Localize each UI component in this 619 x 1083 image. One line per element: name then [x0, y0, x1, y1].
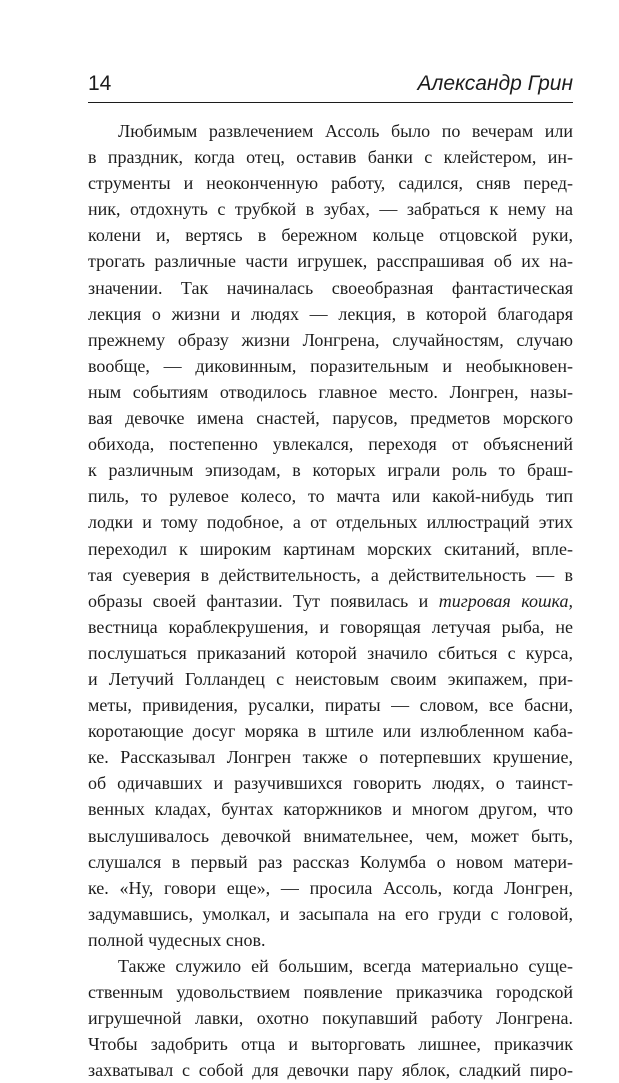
line-text: прежнему образу жизни Лонгрена, случайностям, случаю: [88, 329, 573, 350]
text-line: [88, 405, 573, 431]
line-text: задумавшись, умолкал, и засыпала на его груди с головой,: [88, 903, 573, 924]
line-text: тая суеверия в действительность, а действительность — в: [88, 564, 573, 585]
line-text: Чтобы задобрить отца и выторговать лишнее, приказчик: [88, 1034, 573, 1055]
text-line: [88, 1031, 573, 1057]
text-line: [88, 327, 573, 353]
text-line: [88, 796, 573, 822]
text-line: [88, 144, 573, 170]
line-text: трогать различные части игрушек, расспрашивая об их на-: [88, 251, 573, 272]
line-text: обихода, постепенно увлекался, переходя от объяснений: [88, 434, 573, 455]
line-text: выслушивалось девочкой внимательнее, чем, может быть,: [88, 825, 573, 846]
line-text: захватывал с собой для девочки пару яблок, сладкий пиро-: [88, 1060, 573, 1081]
header-rule: [88, 102, 573, 103]
text-line: [88, 588, 573, 614]
text-line: [88, 875, 573, 901]
line-text: значении. Так начиналась своеобразная фантастическая: [88, 277, 573, 298]
text-line: [88, 1005, 573, 1031]
text-line: [88, 849, 573, 875]
text-line: [88, 275, 573, 301]
text-line: [88, 562, 573, 588]
text-line: [88, 353, 573, 379]
line-text: колени и, вертясь в бережном кольце отцовской руки,: [88, 225, 573, 246]
line-text: венных кладах, бунтах каторжников и многом другом, что: [88, 799, 573, 820]
line-text: ке. Рассказывал Лонгрен также о потерпевших крушение,: [88, 747, 573, 768]
running-title: Александр Грин: [417, 72, 573, 95]
line-text: вая девочке имена снастей, парусов, предметов морского: [88, 408, 573, 429]
text-line: [88, 979, 573, 1005]
text-line: [88, 379, 573, 405]
line-text: вестница кораблекрушения, и говорящая летучая рыба, не: [88, 616, 573, 637]
text-line: [88, 457, 573, 483]
line-text: ник, отдохнуть с трубкой в зубах, — забраться к нему на: [88, 199, 573, 220]
text-line: [88, 301, 573, 327]
text-line: [88, 1057, 573, 1083]
line-text: струменты и неоконченную работу, садился, сняв перед-: [88, 173, 573, 194]
text-line: [88, 248, 573, 274]
italic-phrase: тигровая кошка,: [438, 590, 573, 611]
page-number: 14: [88, 72, 112, 95]
text-line: [88, 666, 573, 692]
page-header: [88, 68, 573, 98]
text-line: [88, 770, 573, 796]
text-line: [88, 196, 573, 222]
line-text: меты, привидения, русалки, пираты — словом, все басни,: [88, 695, 573, 716]
line-text: слушался в первый раз рассказ Колумба о новом матери-: [88, 851, 573, 872]
line-text: к различным эпизодам, в которых играли роль то браш-: [88, 460, 573, 481]
line-text: об одичавших и разучившихся говорить людях, о таинст-: [88, 773, 573, 794]
text-line: [88, 692, 573, 718]
line-text: пиль, то рулевое колесо, то мачта или какой-нибудь тип: [88, 486, 573, 507]
text-line: [88, 536, 573, 562]
line-text: вообще, — диковинным, поразительным и необыкновен-: [88, 355, 573, 376]
line-text: Также служило ей большим, всегда материально суще-: [118, 956, 573, 976]
line-text: ственным удовольствием появление приказчика городской: [88, 982, 573, 1003]
line-text: ке. «Ну, говори еще», — просила Ассоль, когда Лонгрен,: [88, 877, 573, 898]
text-line: [88, 222, 573, 248]
text-line: [88, 483, 573, 509]
text-line: [88, 614, 573, 640]
text-line: [88, 744, 573, 770]
line-text: образы своей фантазии. Тут появилась и: [88, 590, 439, 611]
line-text: в праздник, когда отец, оставив банки с клейстером, ин-: [88, 147, 573, 168]
text-line: [88, 118, 573, 144]
line-text: ным событиям отводилось главное место. Лонгрен, назы-: [88, 381, 573, 402]
line-text: лодки и тому подобное, а от отдельных иллюстраций этих: [88, 512, 573, 533]
text-line: [88, 170, 573, 196]
text-line: [88, 927, 573, 953]
line-text: Любимым развлечением Ассоль было по вечерам или: [118, 121, 573, 141]
body-text: [88, 118, 573, 1083]
text-line: [88, 640, 573, 666]
text-line: [88, 718, 573, 744]
line-text: переходил к широким картинам морских скитаний, впле-: [88, 538, 573, 559]
text-line: [88, 509, 573, 535]
line-text: полной чудесных снов.: [88, 929, 266, 950]
line-text: лекция о жизни и людях — лекция, в которой благодаря: [88, 303, 573, 324]
line-text: игрушечной лавки, охотно покупавший работу Лонгрена.: [88, 1008, 573, 1029]
text-line: [88, 823, 573, 849]
text-line: [88, 901, 573, 927]
text-line: [88, 431, 573, 457]
line-text: коротающие досуг моряка в штиле или излюбленном каба-: [88, 721, 573, 742]
line-text: послушаться приказаний которой значило сбиться с курса,: [88, 642, 573, 663]
line-text: и Летучий Голландец с неистовым своим экипажем, при-: [88, 668, 573, 689]
text-line: [88, 953, 573, 979]
